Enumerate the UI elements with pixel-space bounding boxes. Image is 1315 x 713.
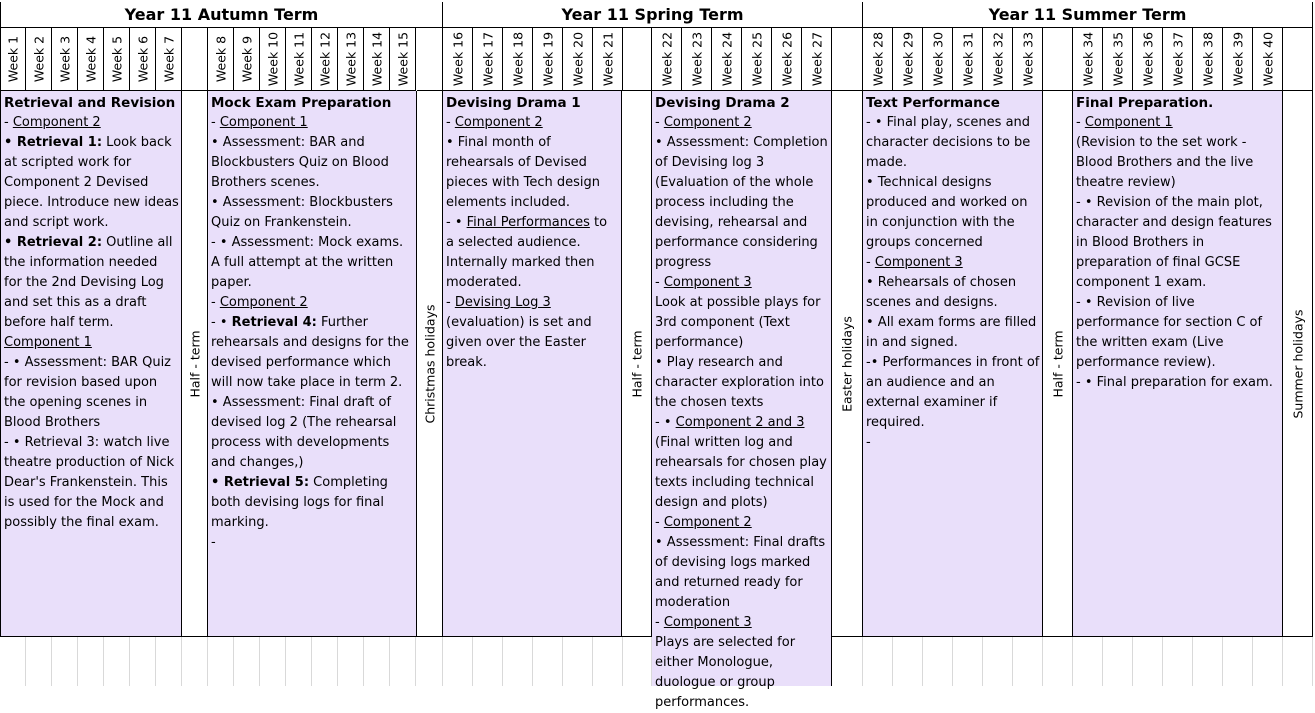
week-label: Week 19 [540,31,555,87]
holiday-header [1283,28,1313,91]
topic-line: - • Component 2 and 3 [655,415,805,430]
grid-cell [78,637,104,686]
week-header [338,28,364,91]
topic-line: - • Assessment: Mock exams. A full attempt at the written paper. [211,235,404,290]
holiday-header [182,28,208,91]
holiday-column [417,91,443,637]
topic-block [0,91,182,637]
holiday-column [1283,91,1313,637]
grid-cell [1103,637,1133,686]
topic-line: • Assessment: Final draft of devised log 2 (The rehearsal process with developments and changes,) [211,395,397,470]
holiday-header [1043,28,1073,91]
topic-title: Text Performance [866,95,1000,111]
week-label: Week 1 [5,35,21,83]
grid-cell [417,637,443,686]
topic-title: Devising Drama 1 [446,95,581,111]
holiday-label: Summer holidays [1290,308,1305,419]
grid-cell [832,637,863,686]
topic-line: (Final written log and rehearsals for chosen play texts including technical design and plots) [655,435,827,510]
week-header [78,28,104,91]
week-label: Week 24 [719,31,734,87]
week-header [742,28,772,91]
topic-line: • Retrieval 2: Outline all the information needed for the 2nd Devising Log and set this as a draft before half term. [4,235,173,330]
week-label: Week 12 [317,31,332,87]
topic-line: - • Revision of live performance for section C of the written exam (Live performance review). [1076,295,1263,370]
topic-line: - Component 2 [446,115,543,130]
week-header [682,28,712,91]
grid-cell [1013,637,1043,686]
holiday-column [622,91,652,637]
topic-line: • Assessment: Blockbusters Quiz on Frankenstein. [211,195,393,230]
topic-line: - Component 3 [866,255,963,270]
topic-line: • Rehearsals of chosen scenes and designs. [866,275,1017,310]
topic-line: Plays are selected for either Monologue, duologue or group performances. [655,635,796,710]
week-label: Week 38 [1200,31,1215,87]
week-header [130,28,156,91]
topic-line: -• Performances in front of an audience and an external examiner if required. [866,355,1040,430]
topic-line: • All exam forms are filled in and signed. [866,315,1037,350]
week-label: Week 23 [689,31,704,87]
topic-line: - Component 2 [655,115,752,130]
grid-cell [182,637,208,686]
topic-line: • Final month of rehearsals of Devised pieces with Tech design elements included. [446,135,601,210]
holiday-header [832,28,863,91]
topic-line: - Component 3 [655,275,752,290]
grid-cell [390,637,416,686]
week-header [52,28,78,91]
grid-cell [286,637,312,686]
week-label: Week 3 [57,35,72,83]
grid-cell [1043,637,1073,686]
week-label: Week 21 [600,31,615,87]
term-title: Year 11 Spring Term [443,2,863,28]
grid-cell [983,637,1013,686]
grid-cell [1133,637,1163,686]
grid-cell [503,637,533,686]
week-label: Week 15 [395,31,410,87]
grid-cell [563,637,593,686]
week-header [390,28,416,91]
topic-line: • Play research and character exploration into the chosen texts [655,355,824,410]
topic-line: - [866,435,871,450]
holiday-header [622,28,652,91]
topic-line: - • Final preparation for exam. [1076,375,1273,390]
holiday-label: Easter holidays [839,315,855,412]
grid-cell [1073,637,1103,686]
topic-line: Look at possible plays for 3rd component (Text performance) [655,295,821,350]
topic-line: - Devising Log 3 (evaluation) is set and given over the Easter break. [446,295,592,370]
week-header [473,28,503,91]
topic-line: • Assessment: Completion of Devising log 3 (Evaluation of the whole process including the devising, rehearsal and performance considering progress [655,135,828,270]
grid-cell [1163,637,1193,686]
week-label: Week 20 [570,31,585,87]
week-header [1163,28,1193,91]
week-label: Week 25 [749,31,764,87]
week-header [1133,28,1163,91]
week-header [312,28,338,91]
week-label: Week 29 [900,31,915,87]
grid-cell [234,637,260,686]
grid-cell [1253,637,1283,686]
week-header [234,28,260,91]
week-label: Week 5 [109,35,124,83]
topic-block [1073,91,1283,637]
week-header [1223,28,1253,91]
grid-cell [923,637,953,686]
topic-line: • Retrieval 1: Look back at scripted work for Component 2 Devised piece. Introduce new ideas and script work. [4,135,179,230]
topic-title: Mock Exam Preparation [211,95,392,111]
week-label: Week 9 [239,35,254,83]
week-header [503,28,533,91]
week-label: Week 17 [480,31,495,87]
grid-cell [533,637,563,686]
week-label: Week 2 [31,35,46,83]
grid-cell [104,637,130,686]
week-label: Week 32 [990,31,1005,87]
week-header [983,28,1013,91]
holiday-header [417,28,443,91]
holiday-column [832,91,863,637]
week-header [712,28,742,91]
grid-cell [156,637,182,686]
week-header [1193,28,1223,91]
grid-cell [130,637,156,686]
week-header [1073,28,1103,91]
grid-cell [1283,637,1313,686]
holiday-column [182,91,208,637]
week-header [26,28,52,91]
week-header [652,28,682,91]
topic-title: Retrieval and Revision [4,95,176,111]
topic-line: - • Final Performances to a selected audience. Internally marked then moderated. [446,215,608,290]
week-label: Week 35 [1110,31,1125,87]
topic-line: • Assessment: Final drafts of devising logs marked and returned ready for moderation [655,535,826,610]
week-header [533,28,563,91]
week-header [772,28,802,91]
grid-cell [622,637,652,686]
week-label: Week 8 [213,35,228,83]
topic-line: - Component 2 [655,515,752,530]
week-header [364,28,390,91]
week-label: Week 37 [1170,31,1185,87]
week-header [286,28,312,91]
holiday-label: Half - term [629,329,644,398]
week-label: Week 13 [343,31,358,87]
week-label: Week 14 [369,31,384,87]
week-header [953,28,983,91]
grid-cell [953,637,983,686]
term-title: Year 11 Summer Term [863,2,1313,28]
week-label: Week 39 [1230,31,1245,87]
topic-block [863,91,1043,637]
topic-title: Devising Drama 2 [655,95,790,111]
grid-cell [473,637,503,686]
week-label: Week 22 [659,31,674,87]
week-label: Week 6 [135,35,150,83]
week-header [1103,28,1133,91]
week-label: Week 4 [83,35,98,83]
week-label: Week 30 [930,31,945,87]
grid-cell [26,637,52,686]
week-label: Week 16 [450,31,465,87]
topic-line: - Component 3 [655,615,752,630]
topic-block [208,91,417,637]
grid-cell [208,637,234,686]
week-header [260,28,286,91]
week-label: Week 33 [1020,31,1035,87]
topic-line: (Revision to the set work - Blood Brothers and the live theatre review) [1076,135,1254,190]
topic-line: - • Revision of the main plot, character and design features in Blood Brothers in preparation of final GCSE component 1 exam. [1076,195,1272,290]
week-label: Week 36 [1140,31,1155,87]
topic-line: - [211,535,216,550]
topic-line: - Component 2 [211,295,308,310]
topic-line: - • Final play, scenes and character decisions to be made. [866,115,1031,170]
grid-cell [593,637,623,686]
grid-cell [863,637,893,686]
week-label: Week 26 [779,31,794,87]
topic-line: - • Retrieval 4: Further rehearsals and designs for the devised performance which will now take place in term 2. [211,315,409,390]
week-header [156,28,182,91]
week-header [443,28,473,91]
week-header [1253,28,1283,91]
week-header [1013,28,1043,91]
week-label: Week 18 [510,31,525,87]
topic-line: Component 1 [4,335,92,350]
grid-cell [312,637,338,686]
week-header [893,28,923,91]
topic-line: - Component 1 [1076,115,1173,130]
term-title: Year 11 Autumn Term [0,2,443,28]
week-label: Week 10 [265,31,280,87]
topic-line: • Technical designs produced and worked on in conjunction with the groups concerned [866,175,1028,250]
topic-line: - Component 2 [4,115,101,130]
grid-cell [52,637,78,686]
topic-line: - • Retrieval 3: watch live theatre production of Nick Dear's Frankenstein. This is used for the Mock and possibly the final exam. [4,435,175,530]
week-header [802,28,832,91]
topic-line: - Component 1 [211,115,308,130]
grid-cell [1193,637,1223,686]
grid-cell [364,637,390,686]
week-header [923,28,953,91]
week-header [863,28,893,91]
week-label: Week 27 [809,31,824,87]
week-label: Week 31 [960,31,975,87]
week-header [104,28,130,91]
topic-title: Final Preparation. [1076,95,1214,111]
holiday-label: Christmas holidays [422,303,437,424]
grid-cell [1223,637,1253,686]
holiday-column [1043,91,1073,637]
grid-cell [443,637,473,686]
holiday-label: Half - term [1050,329,1065,398]
topic-line: • Retrieval 5: Completing both devising logs for final marking. [211,475,388,530]
week-label: Week 7 [161,35,176,83]
week-label: Week 28 [870,31,885,87]
week-label: Week 34 [1080,31,1095,87]
holiday-label: Half - term [187,329,202,398]
grid-cell [0,637,26,686]
grid-cell [338,637,364,686]
grid-cell [260,637,286,686]
week-header [593,28,623,91]
week-header [563,28,593,91]
grid-cell [893,637,923,686]
week-header [0,28,26,91]
topic-line: • Assessment: BAR and Blockbusters Quiz on Blood Brothers scenes. [211,135,389,190]
topic-block [443,91,622,637]
topic-block [652,91,832,710]
topic-line: - • Assessment: BAR Quiz for revision based upon the opening scenes in Blood Brothers [4,355,172,430]
week-label: Week 11 [291,31,306,87]
week-label: Week 40 [1260,31,1275,87]
week-header [208,28,234,91]
